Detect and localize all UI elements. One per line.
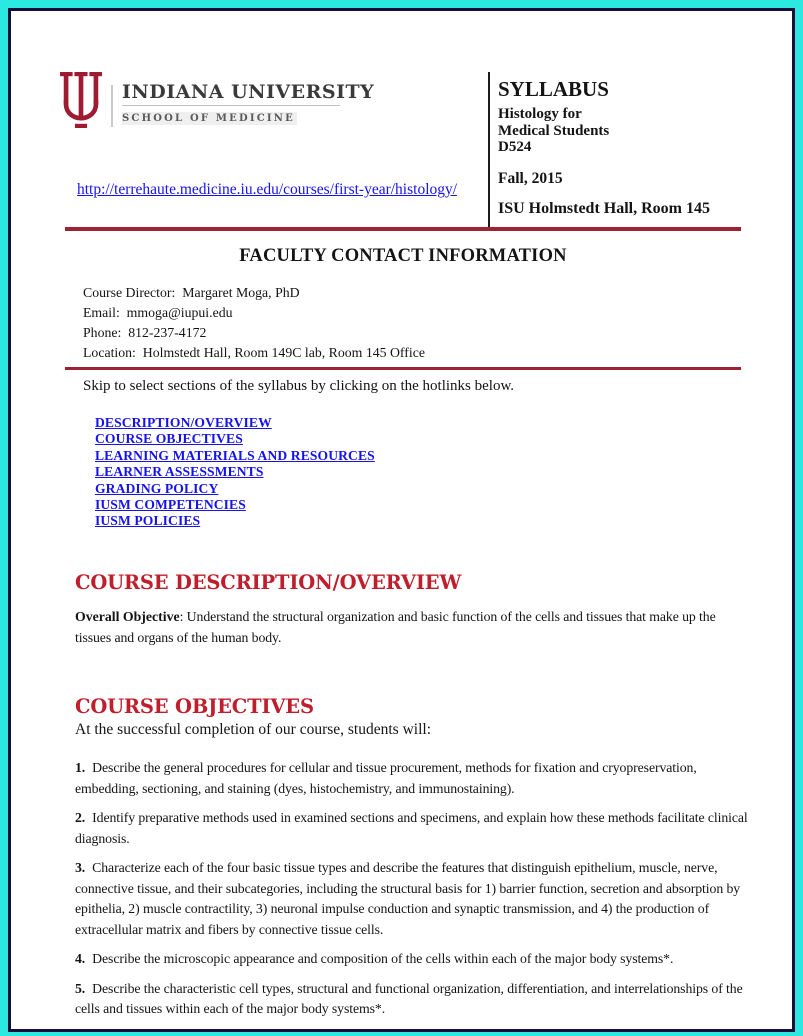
university-wordmark: INDIANA UNIVERSITY [122, 81, 375, 103]
toc-link-description[interactable]: DESCRIPTION/OVERVIEW [95, 415, 272, 430]
toc-link-grading[interactable]: GRADING POLICY [95, 480, 219, 496]
objectives-heading: COURSE OBJECTIVES [75, 695, 314, 718]
wordmark-divider [122, 105, 340, 106]
course-name: Histology for Medical Students D524 [498, 106, 610, 155]
skip-intro: Skip to select sections of the syllabus by clicking on the hotlinks below. [83, 378, 515, 394]
objective-item-3: 3. Characterize each of the four basic tissue types and describe the features that distinguish epithelium, muscle, nerve, connective tissue, and their subcategories, including the structural basis for 1) barrier function, secretion and absorption by epithelia, 2) muscle contractility, 3) neuronal impulse conduction and synaptic transmission, and 4) the production of extracellular matrix and fibers by connective tissue cells. [75, 860, 741, 937]
contact-line-location: Location: Holmstedt Hall, Room 149C lab, Room 145 Office [83, 345, 425, 360]
objective-item-4: 4. Describe the microscopic appearance and composition of the cells within each of the major body systems*. [75, 951, 674, 966]
iu-trident-icon [60, 71, 102, 129]
toc-link-objectives[interactable]: COURSE OBJECTIVES [95, 431, 243, 447]
iu-logo [60, 71, 374, 129]
objective-item-1: 1. Describe the general procedures for cellular and tissue procurement, methods for fixation and cryopreservation, embedding, sectioning, and staining (dyes, histochemistry, and immunostaining). [75, 760, 697, 796]
toc-link-assessments[interactable]: LEARNER ASSESSMENTS [95, 464, 264, 480]
section-rule-contact [65, 367, 741, 370]
syllabus-page [8, 8, 795, 1032]
school-wordmark: SCHOOL OF MEDICINE [122, 113, 295, 124]
contact-info [83, 283, 741, 363]
overall-objective-label: Overall Objective [75, 609, 180, 624]
objectives-intro: At the successful completion of our course, students will: [75, 721, 432, 738]
contact-line-email: Email: mmoga@iupui.edu [83, 305, 233, 320]
objective-item-2: 2. Identify preparative methods used in examined sections and specimens, and explain how these methods facilitate clinical diagnosis. [75, 810, 748, 846]
header-divider [488, 72, 490, 227]
faculty-heading: FACULTY CONTACT INFORMATION [239, 246, 567, 266]
contact-line-phone: Phone: 812-237-4172 [83, 325, 207, 340]
toc-link-materials[interactable]: LEARNING MATERIALS AND RESOURCES [95, 447, 375, 463]
logo-divider [111, 85, 113, 127]
course-location: ISU Holmstedt Hall, Room 145 [498, 200, 710, 217]
contact-line-director: Course Director: Margaret Moga, PhD [83, 285, 300, 300]
section-rule-top [65, 227, 741, 231]
overall-objective-paragraph: Overall Objective: Understand the structural organization and basic function of the cells and tissues that make up the tissues and organs of the human body. [75, 609, 716, 645]
objective-item-5: 5. Describe the characteristic cell types, structural and functional organization, differentiation, and interrelationships of the cells and tissues within each of the major body systems*. [75, 980, 743, 1016]
toc-links [95, 415, 743, 530]
description-heading: COURSE DESCRIPTION/OVERVIEW [75, 571, 462, 594]
term: Fall, 2015 [498, 169, 563, 187]
toc-link-policies[interactable]: IUSM POLICIES [95, 513, 201, 529]
syllabus-title: SYLLABUS [498, 77, 609, 101]
toc-link-competencies[interactable]: IUSM COMPETENCIES [95, 497, 246, 513]
course-url-link[interactable]: http://terrehaute.medicine.iu.edu/courses/first-year/histology/ [77, 181, 458, 198]
